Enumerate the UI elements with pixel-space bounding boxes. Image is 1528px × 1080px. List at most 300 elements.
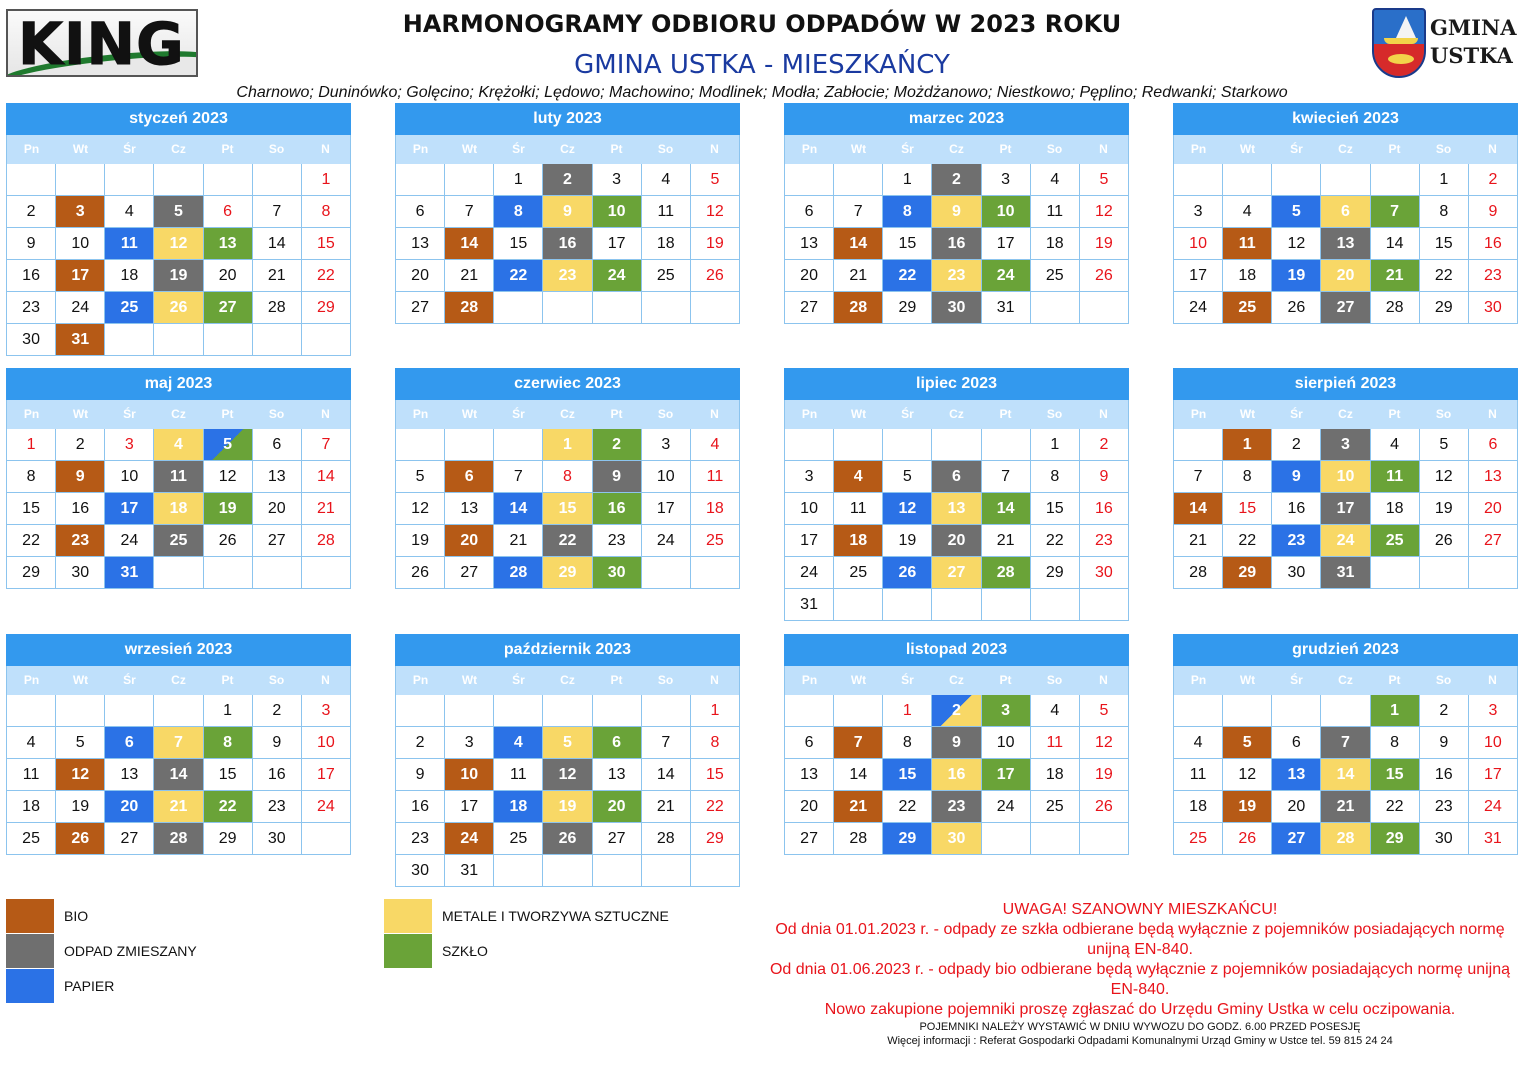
weekday-label: Śr [901, 407, 914, 421]
day-cell: 21 [1321, 791, 1370, 823]
empty-cell [1321, 695, 1370, 727]
day-cell: 22 [302, 260, 351, 292]
day-cell: 9 [593, 461, 642, 493]
weekday-label: Wt [1239, 673, 1256, 687]
day-cell: 27 [785, 292, 834, 324]
day-cell: 15 [1371, 759, 1420, 791]
day-cell: 6 [1321, 196, 1370, 228]
day-cell: 24 [56, 292, 105, 324]
day-cell: 27 [1321, 292, 1370, 324]
day-cell: 6 [1272, 727, 1321, 759]
day-cell: 1 [1420, 164, 1469, 196]
day-cell: 24 [302, 791, 351, 823]
day-cell: 8 [691, 727, 740, 759]
day-cell: 16 [7, 260, 56, 292]
day-cell: 26 [396, 557, 445, 589]
empty-cell [154, 557, 203, 589]
villages-list: Charnowo; Duninówko; Golęcino; Krężołki; Lędowo; Machowino; Modlinek; Modła; Zabłocie; Możdżanowo; Niestkowo; Pęplino; Redwanki; Starkowo [236, 84, 1288, 101]
weekday-header [395, 666, 740, 695]
weekday-label: N [1099, 407, 1108, 421]
day-cell: 1 [7, 429, 56, 461]
day-cell: 9 [1420, 727, 1469, 759]
day-cell: 4 [494, 727, 543, 759]
day-cell: 20 [445, 525, 494, 557]
day-cell: 7 [982, 461, 1031, 493]
day-cell: 25 [7, 823, 56, 855]
weekday-label: Wt [461, 142, 478, 156]
empty-cell [154, 324, 203, 356]
empty-cell [7, 164, 56, 196]
day-cell: 27 [785, 823, 834, 855]
empty-cell [1080, 589, 1129, 621]
day-cell: 3 [642, 429, 691, 461]
day-cell: 27 [593, 823, 642, 855]
day-cell: 10 [785, 493, 834, 525]
day-cell: 11 [7, 759, 56, 791]
empty-cell [105, 695, 154, 727]
day-cell: 30 [1420, 823, 1469, 855]
day-cell: 2 [1080, 429, 1129, 461]
day-cell: 5 [396, 461, 445, 493]
weekday-label: N [1099, 142, 1108, 156]
day-cell: 8 [302, 196, 351, 228]
empty-cell [494, 855, 543, 887]
day-cell: 25 [105, 292, 154, 324]
day-cell: 4 [1223, 196, 1272, 228]
weekday-label: So [1435, 142, 1452, 156]
day-cell: 4 [105, 196, 154, 228]
month-calendar [784, 103, 1129, 324]
day-cell: 20 [785, 260, 834, 292]
day-cell: 19 [56, 791, 105, 823]
weekday-label: N [1488, 673, 1497, 687]
day-cell: 15 [1223, 493, 1272, 525]
day-cell: 3 [445, 727, 494, 759]
month-calendar [6, 103, 351, 356]
weekday-label: Pt [610, 673, 623, 687]
day-cell: 25 [1031, 791, 1080, 823]
empty-cell [302, 557, 351, 589]
king-logo [6, 9, 198, 77]
day-cell: 2 [932, 695, 981, 727]
day-cell: 25 [1371, 525, 1420, 557]
weekday-label: N [1488, 407, 1497, 421]
day-cell: 27 [396, 292, 445, 324]
month-title: sierpień 2023 [1173, 368, 1518, 400]
day-cell: 16 [932, 759, 981, 791]
day-cell: 2 [543, 164, 592, 196]
day-cell: 28 [445, 292, 494, 324]
empty-cell [543, 855, 592, 887]
weekday-label: Śr [901, 673, 914, 687]
day-cell: 13 [785, 228, 834, 260]
weekday-label: Pn [412, 673, 429, 687]
day-cell: 7 [1371, 196, 1420, 228]
day-cell: 19 [1223, 791, 1272, 823]
day-cell: 4 [7, 727, 56, 759]
day-cell: 24 [1321, 525, 1370, 557]
empty-cell [1080, 823, 1129, 855]
day-cell: 22 [204, 791, 253, 823]
day-cell: 16 [543, 228, 592, 260]
day-cell: 1 [543, 429, 592, 461]
empty-cell [204, 164, 253, 196]
empty-cell [785, 164, 834, 196]
empty-cell [642, 695, 691, 727]
month-calendar [6, 634, 351, 855]
day-cell: 16 [593, 493, 642, 525]
day-cell: 26 [1420, 525, 1469, 557]
day-cell: 8 [1031, 461, 1080, 493]
day-cell: 14 [154, 759, 203, 791]
empty-cell [1420, 557, 1469, 589]
day-cell: 2 [7, 196, 56, 228]
day-cell: 20 [105, 791, 154, 823]
day-cell: 30 [932, 292, 981, 324]
day-cell: 7 [253, 196, 302, 228]
weekday-label: Wt [72, 673, 89, 687]
day-cell: 7 [1174, 461, 1223, 493]
empty-cell [1272, 164, 1321, 196]
legend-swatch-bio [6, 899, 54, 933]
weekday-label: Cz [1338, 673, 1353, 687]
day-cell: 19 [1080, 759, 1129, 791]
day-cell: 23 [7, 292, 56, 324]
day-cell: 3 [1321, 429, 1370, 461]
day-cell: 24 [785, 557, 834, 589]
day-cell: 13 [1469, 461, 1518, 493]
days-grid [395, 429, 740, 589]
day-cell: 30 [7, 324, 56, 356]
day-cell: 29 [1371, 823, 1420, 855]
notice-time: POJEMNIKI NALEŻY WYSTAWIĆ W DNIU WYWOZU DO GODZ. 6.00 PRZED POSESJĘ [919, 1021, 1361, 1033]
weekday-label: Śr [512, 142, 525, 156]
weekday-label: Śr [123, 673, 136, 687]
weekday-label: Pn [23, 673, 40, 687]
empty-cell [593, 695, 642, 727]
day-cell: 12 [1420, 461, 1469, 493]
empty-cell [1371, 557, 1420, 589]
day-cell: 11 [154, 461, 203, 493]
day-cell: 11 [1031, 196, 1080, 228]
day-cell: 3 [56, 196, 105, 228]
day-cell: 2 [932, 164, 981, 196]
day-cell: 13 [105, 759, 154, 791]
day-cell: 4 [1371, 429, 1420, 461]
day-cell: 5 [883, 461, 932, 493]
day-cell: 8 [204, 727, 253, 759]
empty-cell [105, 324, 154, 356]
day-cell: 16 [1420, 759, 1469, 791]
weekday-label: So [268, 407, 285, 421]
day-cell: 26 [154, 292, 203, 324]
day-cell: 16 [1272, 493, 1321, 525]
day-cell: 10 [56, 228, 105, 260]
day-cell: 15 [204, 759, 253, 791]
empty-cell [982, 589, 1031, 621]
legend-label-pap: PAPIER [64, 978, 115, 994]
day-cell: 31 [785, 589, 834, 621]
day-cell: 15 [883, 759, 932, 791]
day-cell: 7 [834, 196, 883, 228]
month-title: czerwiec 2023 [395, 368, 740, 400]
day-cell: 29 [543, 557, 592, 589]
day-cell: 30 [1469, 292, 1518, 324]
weekday-label: So [268, 142, 285, 156]
day-cell: 20 [785, 791, 834, 823]
day-cell: 17 [445, 791, 494, 823]
day-cell: 10 [445, 759, 494, 791]
day-cell: 7 [302, 429, 351, 461]
day-cell: 28 [253, 292, 302, 324]
weekday-label: Pn [412, 142, 429, 156]
day-cell: 10 [982, 727, 1031, 759]
day-cell: 28 [982, 557, 1031, 589]
day-cell: 1 [1223, 429, 1272, 461]
day-cell: 25 [1174, 823, 1223, 855]
day-cell: 9 [7, 228, 56, 260]
weekday-label: So [268, 673, 285, 687]
day-cell: 6 [396, 196, 445, 228]
day-cell: 15 [302, 228, 351, 260]
empty-cell [396, 695, 445, 727]
empty-cell [154, 164, 203, 196]
day-cell: 23 [932, 260, 981, 292]
day-cell: 29 [883, 823, 932, 855]
month-title: październik 2023 [395, 634, 740, 666]
day-cell: 13 [785, 759, 834, 791]
empty-cell [154, 695, 203, 727]
day-cell: 5 [543, 727, 592, 759]
day-cell: 28 [1174, 557, 1223, 589]
day-cell: 14 [302, 461, 351, 493]
days-grid [395, 695, 740, 887]
empty-cell [253, 557, 302, 589]
day-cell: 5 [691, 164, 740, 196]
days-grid [395, 164, 740, 324]
empty-cell [204, 557, 253, 589]
day-cell: 19 [1420, 493, 1469, 525]
day-cell: 29 [7, 557, 56, 589]
empty-cell [834, 164, 883, 196]
legend-swatch-met [384, 899, 432, 933]
day-cell: 11 [691, 461, 740, 493]
weekday-label: Śr [512, 673, 525, 687]
weekday-label: Pt [610, 142, 623, 156]
day-cell: 3 [593, 164, 642, 196]
day-cell: 6 [785, 196, 834, 228]
day-cell: 16 [1080, 493, 1129, 525]
weekday-label: N [321, 142, 330, 156]
weekday-label: Cz [560, 142, 575, 156]
day-cell: 9 [253, 727, 302, 759]
day-cell: 9 [1080, 461, 1129, 493]
empty-cell [494, 695, 543, 727]
month-title: wrzesień 2023 [6, 634, 351, 666]
day-cell: 20 [1272, 791, 1321, 823]
weekday-label: Cz [171, 673, 186, 687]
empty-cell [642, 855, 691, 887]
day-cell: 22 [1420, 260, 1469, 292]
day-cell: 26 [204, 525, 253, 557]
day-cell: 10 [982, 196, 1031, 228]
legend-label-bio: BIO [64, 908, 89, 924]
weekday-label: Cz [171, 407, 186, 421]
day-cell: 9 [932, 727, 981, 759]
day-cell: 18 [1371, 493, 1420, 525]
day-cell: 16 [56, 493, 105, 525]
day-cell: 17 [593, 228, 642, 260]
day-cell: 19 [204, 493, 253, 525]
day-cell: 23 [1469, 260, 1518, 292]
empty-cell [56, 164, 105, 196]
day-cell: 19 [691, 228, 740, 260]
day-cell: 12 [1080, 727, 1129, 759]
day-cell: 17 [1469, 759, 1518, 791]
day-cell: 6 [105, 727, 154, 759]
day-cell: 5 [56, 727, 105, 759]
empty-cell [1469, 557, 1518, 589]
day-cell: 8 [1223, 461, 1272, 493]
weekday-label: Wt [72, 407, 89, 421]
day-cell: 17 [982, 759, 1031, 791]
day-cell: 4 [1031, 164, 1080, 196]
day-cell: 11 [1223, 228, 1272, 260]
empty-cell [253, 164, 302, 196]
day-cell: 21 [1371, 260, 1420, 292]
month-title: listopad 2023 [784, 634, 1129, 666]
empty-cell [494, 292, 543, 324]
day-cell: 15 [1031, 493, 1080, 525]
day-cell: 7 [834, 727, 883, 759]
weekday-label: So [657, 407, 674, 421]
weekday-label: Pn [23, 407, 40, 421]
empty-cell [593, 855, 642, 887]
day-cell: 22 [543, 525, 592, 557]
day-cell: 30 [253, 823, 302, 855]
day-cell: 13 [1272, 759, 1321, 791]
weekday-header [1173, 135, 1518, 164]
weekday-label: Cz [560, 673, 575, 687]
day-cell: 8 [7, 461, 56, 493]
day-cell: 17 [982, 228, 1031, 260]
day-cell: 1 [204, 695, 253, 727]
day-cell: 25 [691, 525, 740, 557]
day-cell: 10 [1469, 727, 1518, 759]
weekday-header [1173, 666, 1518, 695]
weekday-label: Cz [949, 407, 964, 421]
day-cell: 31 [56, 324, 105, 356]
day-cell: 19 [154, 260, 203, 292]
day-cell: 19 [396, 525, 445, 557]
day-cell: 12 [691, 196, 740, 228]
day-cell: 12 [396, 493, 445, 525]
day-cell: 21 [982, 525, 1031, 557]
day-cell: 22 [883, 791, 932, 823]
day-cell: 23 [1272, 525, 1321, 557]
day-cell: 2 [56, 429, 105, 461]
day-cell: 18 [7, 791, 56, 823]
day-cell: 30 [1080, 557, 1129, 589]
day-cell: 27 [105, 823, 154, 855]
weekday-header [784, 135, 1129, 164]
weekday-label: Pn [1190, 407, 1207, 421]
day-cell: 21 [834, 791, 883, 823]
days-grid [1173, 164, 1518, 324]
day-cell: 21 [1174, 525, 1223, 557]
month-calendar [395, 103, 740, 324]
weekday-label: N [710, 142, 719, 156]
day-cell: 22 [1031, 525, 1080, 557]
day-cell: 8 [883, 727, 932, 759]
day-cell: 8 [1420, 196, 1469, 228]
empty-cell [883, 429, 932, 461]
notice-chip: Nowo zakupione pojemniki proszę zgłaszać do Urzędu Gminy Ustka w celu oczipowania. [824, 1001, 1456, 1018]
legend-label-mix: ODPAD ZMIESZANY [64, 943, 197, 959]
days-grid [784, 429, 1129, 621]
day-cell: 29 [1420, 292, 1469, 324]
day-cell: 15 [691, 759, 740, 791]
day-cell: 24 [982, 260, 1031, 292]
day-cell: 22 [1223, 525, 1272, 557]
notice-box [756, 900, 1524, 1048]
day-cell: 1 [302, 164, 351, 196]
day-cell: 25 [494, 823, 543, 855]
day-cell: 3 [785, 461, 834, 493]
day-cell: 6 [204, 196, 253, 228]
weekday-header [395, 135, 740, 164]
day-cell: 31 [1469, 823, 1518, 855]
empty-cell [834, 589, 883, 621]
day-cell: 23 [1080, 525, 1129, 557]
weekday-header [6, 666, 351, 695]
empty-cell [396, 164, 445, 196]
day-cell: 29 [691, 823, 740, 855]
month-calendar [1173, 368, 1518, 589]
weekday-header [784, 666, 1129, 695]
days-grid [6, 164, 351, 356]
day-cell: 18 [834, 525, 883, 557]
day-cell: 4 [642, 164, 691, 196]
month-title: grudzień 2023 [1173, 634, 1518, 666]
day-cell: 11 [105, 228, 154, 260]
weekday-label: So [1435, 673, 1452, 687]
weekday-label: Pn [1190, 142, 1207, 156]
day-cell: 25 [834, 557, 883, 589]
empty-cell [396, 429, 445, 461]
day-cell: 31 [445, 855, 494, 887]
day-cell: 16 [1469, 228, 1518, 260]
weekday-label: Pt [999, 673, 1012, 687]
day-cell: 3 [105, 429, 154, 461]
day-cell: 17 [56, 260, 105, 292]
day-cell: 28 [1371, 292, 1420, 324]
empty-cell [642, 292, 691, 324]
day-cell: 27 [1469, 525, 1518, 557]
day-cell: 4 [1031, 695, 1080, 727]
day-cell: 14 [1174, 493, 1223, 525]
day-cell: 4 [691, 429, 740, 461]
day-cell: 21 [494, 525, 543, 557]
day-cell: 12 [1080, 196, 1129, 228]
day-cell: 8 [543, 461, 592, 493]
day-cell: 18 [691, 493, 740, 525]
empty-cell [1321, 164, 1370, 196]
day-cell: 11 [494, 759, 543, 791]
day-cell: 6 [445, 461, 494, 493]
day-cell: 23 [1420, 791, 1469, 823]
day-cell: 6 [932, 461, 981, 493]
